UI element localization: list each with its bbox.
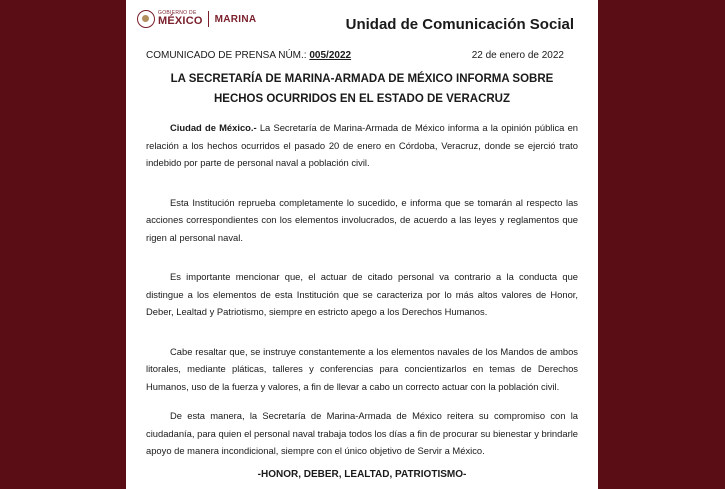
press-date: 22 de enero de 2022 bbox=[471, 50, 564, 61]
national-seal-icon bbox=[137, 10, 155, 28]
paragraph-1 bbox=[146, 119, 578, 172]
gobierno-de-mexico-wordmark bbox=[158, 11, 203, 27]
headline bbox=[146, 69, 578, 109]
dateline: Ciudad de México.- bbox=[170, 122, 257, 133]
motto: -HONOR, DEBER, LEALTAD, PATRIOTISMO- bbox=[257, 469, 467, 480]
document-header bbox=[126, 0, 598, 40]
unit-title: Unidad de Comunicación Social bbox=[345, 16, 574, 33]
paragraph-4: Cabe resaltar que, se instruye constantemente a los elementos navales de los Mandos de ambos litorales, mediante pláticas, talleres y conferencias para concientizarlos en temas de Derechos Humanos, uso de la fuerza y valores, a fin de llevar a cabo un correcto actuar con la población civil. bbox=[146, 345, 578, 392]
government-logo bbox=[137, 8, 256, 30]
document-body bbox=[146, 119, 578, 472]
press-release-page bbox=[126, 0, 598, 489]
headline-line-2: HECHOS OCURRIDOS EN EL ESTADO DE VERACRUZ bbox=[213, 93, 511, 105]
paragraph-5: De esta manera, la Secretaría de Marina-Armada de México reitera su compromiso con la ciudadanía, para quien el personal naval trabaja todos los días a fin de procurar su bienestar y brindarle apoyo de manera incondicional, siempre con el único objetivo de Servir a México. bbox=[146, 410, 578, 456]
logo-small-text: GOBIERNO DE bbox=[158, 10, 197, 16]
paragraph-1-text: La Secretaría de Marina-Armada de México informa a la opinión pública en relación a los hechos ocurridos el pasado 20 de enero en Córdoba, Veracruz, donde se ejerció trato indebido por parte de personal naval a población civil. bbox=[146, 122, 578, 168]
press-number-line bbox=[146, 50, 351, 61]
press-label: COMUNICADO DE PRENSA NÚM.: bbox=[146, 50, 307, 61]
press-number: 005/2022 bbox=[309, 50, 352, 61]
paragraph-3: Es importante mencionar que, el actuar de citado personal va contrario a la conducta que distingue a los elementos de esta Institución que se caracteriza por lo más altos valores de Honor, Deber, Lealtad y Patriotismo, siempre en estricto apego a los Derechos Humanos. bbox=[146, 271, 578, 317]
paragraph-2: Esta Institución reprueba completamente lo sucedido, e informa que se tomarán al respecto las acciones correspondientes con los elementos involucrados, de acuerdo a las leyes y reglamentos que rigen al personal naval. bbox=[146, 196, 578, 243]
logo-divider bbox=[208, 11, 209, 27]
headline-line-1: LA SECRETARÍA DE MARINA-ARMADA DE MÉXICO INFORMA SOBRE bbox=[170, 73, 554, 85]
logo-big-text: MÉXICO bbox=[158, 15, 203, 27]
marina-wordmark: MARINA bbox=[214, 13, 257, 25]
press-info-row bbox=[146, 50, 564, 61]
